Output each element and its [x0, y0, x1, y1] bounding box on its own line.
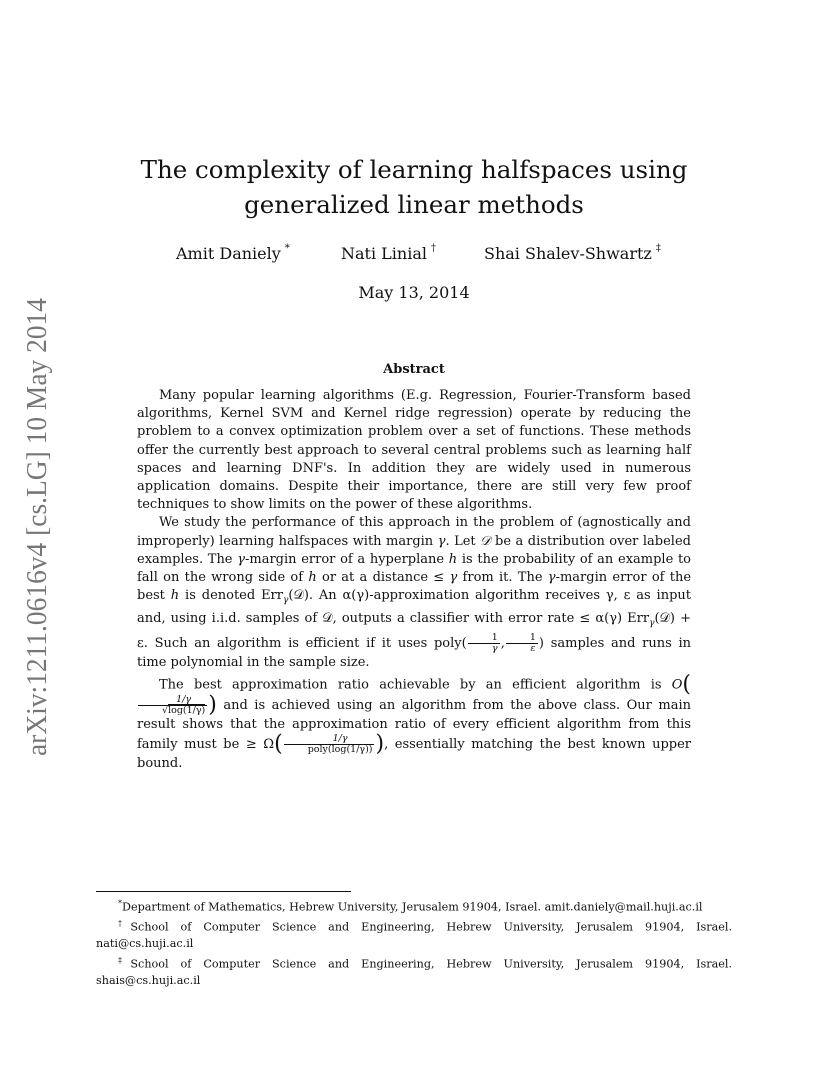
paper-title: The complexity of learning halfspaces using generalized linear methods [140, 155, 688, 219]
right-paren-icon: ) [208, 692, 217, 718]
abstract-heading: Abstract [383, 362, 445, 377]
text-run: from it. The [462, 570, 543, 586]
fraction-denominator: poly(log(1/γ)) [307, 744, 373, 756]
text-run: or at a distance ≤ [322, 570, 445, 586]
left-paren-icon: ( [682, 672, 691, 698]
text-run: ) samples and runs in time polynomial in the sample size. [137, 635, 691, 670]
footnotes [96, 896, 732, 989]
fraction-lower-bound [284, 734, 375, 755]
fraction-one-over-gamma [468, 633, 500, 654]
text-run: We study the performance of this approach in the problem of (agnostically and improperly) learning halfspaces with margin [137, 515, 691, 549]
sqrt-argument: log(1/γ) [168, 704, 206, 716]
footnote-3-line-1 [96, 953, 732, 973]
author-mark: * [284, 242, 290, 254]
math-h: h [170, 588, 180, 604]
text-run: (𝒟) + ε. Such an algorithm is efficient if it uses poly( [137, 611, 691, 651]
footnote-rule [96, 891, 351, 892]
left-paren-icon: ( [274, 731, 283, 757]
author-name: Nati Linial [341, 244, 427, 263]
arxiv-identifier-text: arXiv:1211.0616v4 [cs.LG] 10 May 2014 [21, 290, 53, 756]
text-run: , essentially matching the best known upper bound. [137, 737, 691, 772]
text-run: The best approximation ratio achievable by an efficient algorithm is [159, 677, 662, 693]
text-run: be a distribution over labeled examples. The [137, 533, 691, 567]
fraction-denominator: ε [530, 642, 536, 654]
footnote-mark: ‡ [118, 955, 131, 965]
arxiv-identifier-svg [10, 290, 60, 760]
footnote-1 [96, 896, 732, 916]
text-run: -margin error of the best [137, 570, 692, 604]
math-gamma: γ [547, 570, 556, 586]
text-run: is the probability of an example to fall on the wrong side of [137, 551, 692, 586]
math-big-o: O [671, 677, 683, 693]
fraction-numerator: 1 [468, 633, 500, 644]
footnote-text: School of Computer Science and Engineering, Hebrew University, Jerusalem 91904, Israel. [130, 957, 733, 971]
author-mark: ‡ [655, 242, 661, 254]
math-gamma-subscript: γ [649, 618, 655, 629]
math-gamma: γ [437, 533, 446, 549]
abstract-paragraph-2 [137, 514, 691, 672]
author-2 [341, 244, 436, 263]
arxiv-identifier [10, 290, 60, 760]
text-run: (𝒟). An α(γ)-approximation algorithm receives γ, ε as input and, using i.i.d. samples of 𝒟, outputs a classifier with error rate ≤ α(γ) Err [137, 588, 691, 627]
abstract-paragraph-3 [137, 672, 691, 773]
author-list [0, 244, 828, 268]
abstract-body [137, 387, 691, 773]
text-run: , [500, 635, 505, 651]
footnote-3-line-2: shais@cs.huji.ac.il [96, 973, 201, 987]
math-gamma: γ [449, 570, 458, 586]
fraction-one-over-epsilon [506, 633, 538, 654]
author-name: Shai Shalev-Shwartz [484, 244, 652, 263]
author-mark: † [431, 242, 436, 254]
paper-date: May 13, 2014 [358, 283, 470, 302]
author-name: Amit Daniely [176, 244, 281, 263]
math-gamma-subscript: γ [282, 595, 289, 606]
footnote-2-line-1 [96, 916, 732, 936]
abstract-paragraph-1: Many popular learning algorithms (E.g. Regression, Fourier-Transform based algorithms, Kernel SVM and Kernel ridge regression) operate by reducing the problem to a convex optimization problem over a set of functions. These methods offer the currently best approach to several central problems such as learning half spaces and learning DNF's. In addition they are widely used in numerous application domains. Despite their importance, there are still very few proof techniques to show limits on the power of these algorithms. [137, 388, 691, 513]
footnote-text: School of Computer Science and Engineering, Hebrew University, Jerusalem 91904, Israel. [130, 920, 733, 934]
footnote-mark: † [118, 919, 131, 929]
fraction-denominator: √log(1/γ) [162, 704, 206, 716]
fraction-numerator: 1 [506, 633, 538, 644]
math-distribution: 𝒟 [480, 533, 491, 549]
footnote-mark: * [118, 899, 122, 908]
text-run: and is achieved using an algorithm from the above class. Our main result shows that the approximation ratio of every efficient algorithm from this family must be ≥ Ω [137, 697, 691, 753]
math-h: h [308, 570, 317, 586]
text-run: is denoted Err [185, 588, 283, 604]
footnote-2-line-2: nati@cs.huji.ac.il [96, 937, 194, 951]
fraction-numerator: 1/γ [138, 695, 207, 706]
author-3 [484, 244, 661, 263]
fraction-upper-bound [138, 695, 207, 716]
math-h: h [448, 551, 458, 567]
footnote-text: Department of Mathematics, Hebrew University, Jerusalem 91904, Israel. amit.daniely@mail.huji.ac.il [122, 900, 703, 914]
text-run: . Let [445, 533, 476, 549]
fraction-numerator: 1/γ [284, 734, 375, 745]
text-run: -margin error of a hyperplane [245, 551, 445, 567]
math-gamma: γ [237, 551, 245, 567]
right-paren-icon: ) [375, 731, 385, 757]
fraction-denominator: γ [491, 642, 498, 654]
author-1 [176, 244, 290, 263]
